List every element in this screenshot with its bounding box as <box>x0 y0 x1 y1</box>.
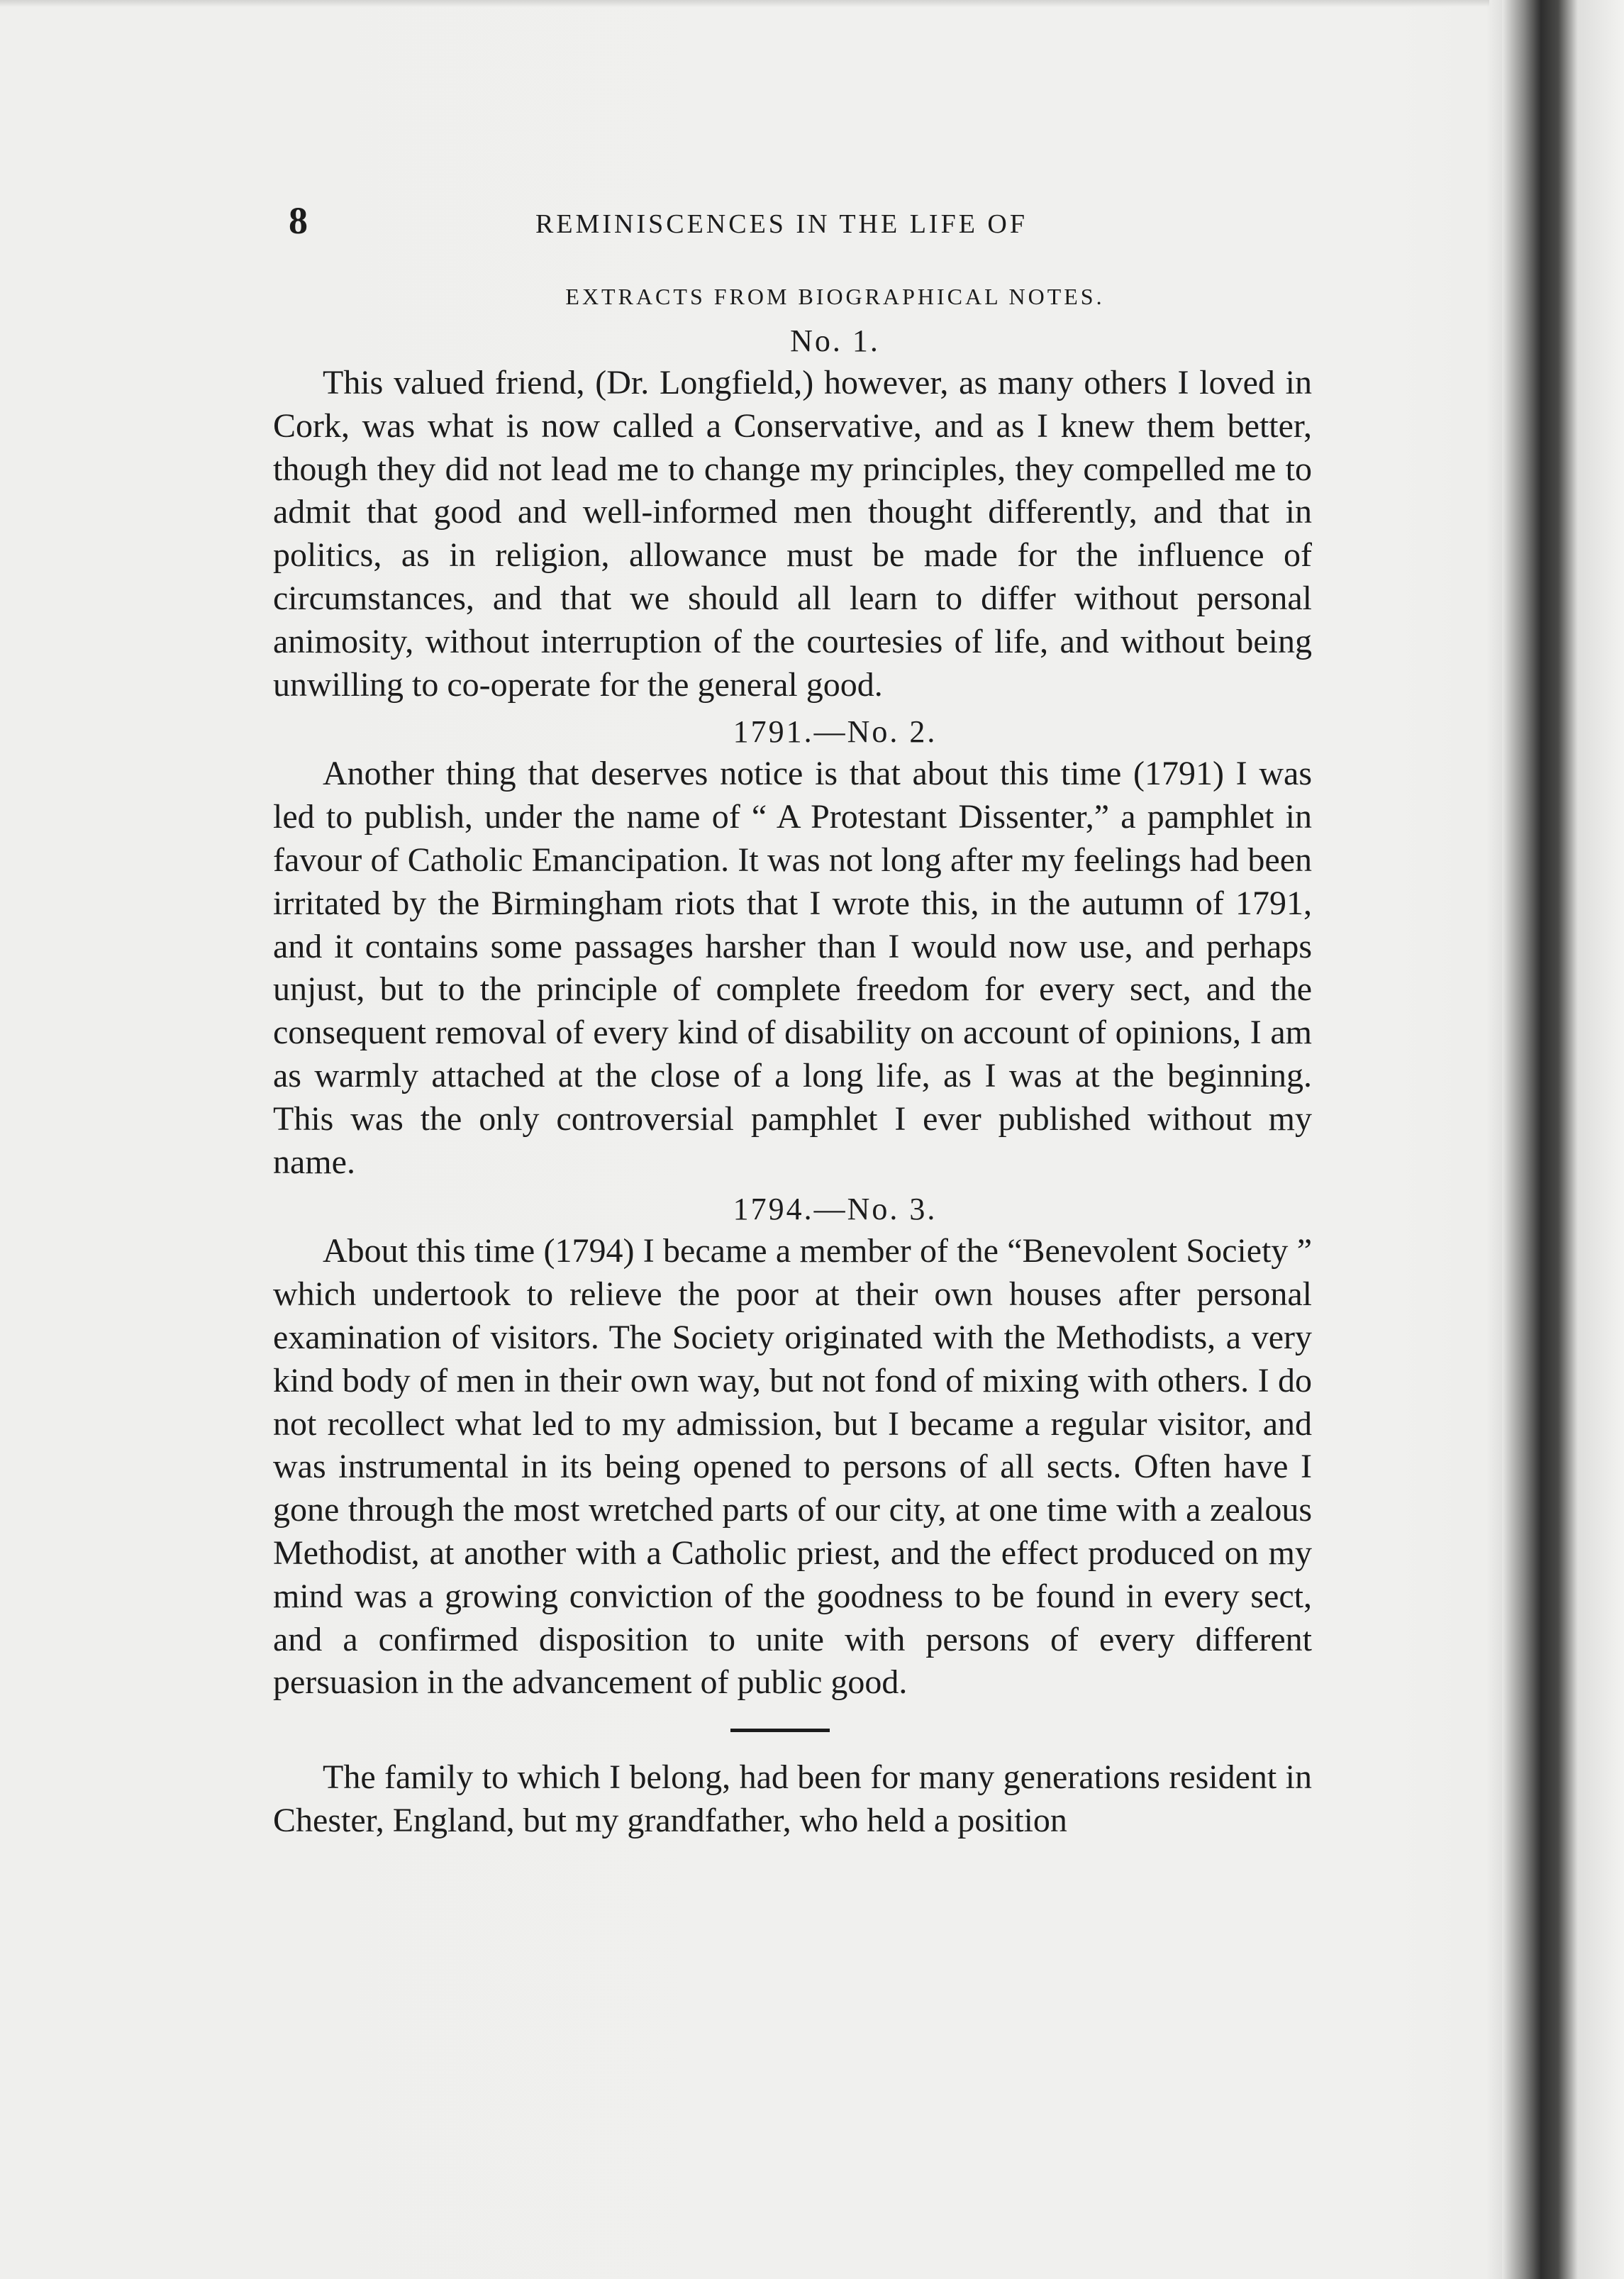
book-binding-edge <box>1502 0 1624 2279</box>
note-paragraph: Another thing that deserves notice is that about this time (1791) I was led to publish, under the name of “ A Protestant Dissenter,” a pamphlet in favour of Catholic Emancipation. It was not long after my feelings had been irritated by the Birmingham riots that I wrote this, in the autumn of 1791, and it contains some passages harsher than I would now use, and perhaps unjust, but to the principle of complete freedom for every sect, and the consequent removal of every kind of disability on account of opinions, I am as warmly attached at the close of a long life, as I was at the beginning. This was the only controversial pamphlet I ever published without my name. <box>273 755 1312 1181</box>
page-top-edge <box>0 0 1489 7</box>
section-heading: EXTRACTS FROM BIOGRAPHICAL NOTES. <box>565 284 1105 309</box>
section-divider-rule <box>730 1729 830 1732</box>
running-title: REMINISCENCES IN THE LIFE OF <box>535 209 1028 239</box>
closing-paragraph: The family to which I belong, had been for many generations resident in Chester, England, but my grandfather, who held a position <box>273 1758 1312 1839</box>
note-paragraph: This valued friend, (Dr. Longfield,) however, as many others I loved in Cork, was what is now called a Conservative, and as I knew them better, though they did not lead me to change my principles, they compelled me to admit that good and well-informed men thought differently, and that in politics, as in religion, allowance must be made for the influence of circumstances, and that we should all learn to differ without personal animosity, without interruption of the courtesies of life, and without being unwilling to co-operate for the general good. <box>273 364 1312 704</box>
note-heading: 1794.—No. 3. <box>733 1192 938 1227</box>
page-number: 8 <box>289 199 308 242</box>
running-head <box>273 199 1312 262</box>
note-heading: No. 1. <box>790 323 880 358</box>
page-content <box>273 199 1312 1843</box>
note-paragraph: About this time (1794) I became a member of the “Benevolent Society ” which undertook to relieve the poor at their own houses after personal examination of visitors. The Society originated with the Methodists, a very kind body of men in their own way, but not fond of mixing with others. I do not recollect what led to my admission, but I became a regular visitor, and was instrumental in its being opened to persons of all sects. Often have I gone through the most wretched parts of our city, at one time with a zealous Methodist, at another with a Catholic priest, and the effect produced on my mind was a growing conviction of the goodness to be found in every sect, and a confirmed disposition to unite with persons of every different persuasion in the advancement of public good. <box>273 1232 1312 1702</box>
note-heading: 1791.—No. 2. <box>733 714 938 750</box>
